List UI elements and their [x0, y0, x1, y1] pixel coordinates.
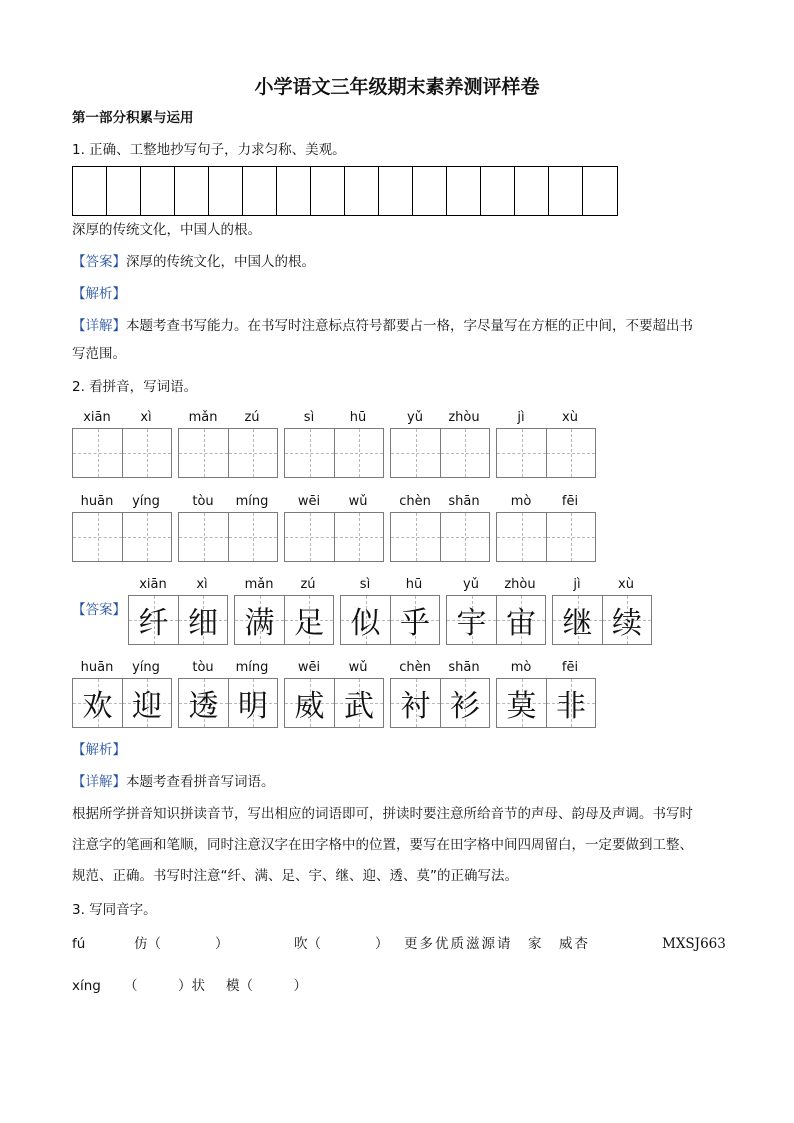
pinyin-label: xiān	[139, 577, 167, 592]
tianzige-cell	[129, 596, 178, 644]
pinyin-label: wēi	[297, 494, 321, 509]
q2-detail	[72, 772, 275, 792]
pinyin-label: zhòu	[504, 577, 536, 592]
tianzige-cell[interactable]	[334, 513, 383, 561]
tianzige-cell	[553, 596, 602, 644]
copy-box[interactable]	[243, 167, 277, 215]
q1-detail-cont: 写范围。	[72, 346, 126, 362]
pinyin-label: huān	[80, 660, 114, 675]
answer-character: 继	[562, 606, 593, 641]
tianzige-cell	[447, 596, 496, 644]
tianzige-cell	[546, 679, 595, 727]
answer-word-grid	[234, 595, 334, 645]
pinyin-label: xiān	[83, 410, 111, 425]
tianzige-word-grid[interactable]	[496, 512, 596, 562]
tianzige-word-grid[interactable]	[496, 428, 596, 478]
pinyin-label: mǎn	[188, 410, 218, 425]
q1-prompt: 1. 正确、工整地抄写句子，力求匀称、美观。	[72, 142, 346, 158]
q3-row1-blank-a: 仿（ ）	[134, 936, 229, 952]
copy-box[interactable]	[481, 167, 515, 215]
q1-answer	[72, 252, 315, 272]
copy-box[interactable]	[583, 167, 617, 215]
pinyin-label: fēi	[561, 494, 579, 509]
tianzige-cell	[285, 679, 334, 727]
answer-character: 似	[350, 606, 381, 641]
tianzige-cell	[228, 679, 277, 727]
answer-character: 续	[612, 606, 642, 641]
copy-box[interactable]	[345, 167, 379, 215]
answer-character: 乎	[400, 606, 430, 641]
q1-sentence: 深厚的传统文化，中国人的根。	[72, 222, 261, 238]
q2-answer-label: 【答案】	[72, 602, 126, 618]
detail-label: 【详解】	[72, 774, 126, 790]
copy-box[interactable]	[413, 167, 447, 215]
pinyin-label: shān	[448, 494, 480, 509]
tianzige-word-grid[interactable]	[284, 512, 384, 562]
copy-grid	[72, 166, 618, 216]
answer-character: 透	[188, 689, 219, 724]
pinyin-label: shān	[448, 660, 480, 675]
answer-word-grid	[446, 595, 546, 645]
copy-box[interactable]	[277, 167, 311, 215]
answer-word-grid	[284, 678, 384, 728]
pinyin-label: wǔ	[348, 494, 368, 509]
q1-analysis-label: 【解析】	[72, 286, 126, 302]
pinyin-label: fēi	[561, 660, 579, 675]
tianzige-cell	[178, 596, 227, 644]
tianzige-word-grid[interactable]	[72, 512, 172, 562]
tianzige-word-grid[interactable]	[178, 512, 278, 562]
copy-box[interactable]	[379, 167, 413, 215]
tianzige-cell[interactable]	[285, 429, 334, 477]
q2-prompt: 2. 看拼音，写词语。	[72, 379, 198, 395]
pinyin-label: zú	[300, 577, 316, 592]
tianzige-word-grid[interactable]	[390, 428, 490, 478]
pinyin-label: xù	[562, 410, 578, 425]
pinyin-label: mò	[510, 494, 532, 509]
q1-detail	[72, 316, 693, 336]
pinyin-label: hū	[349, 410, 367, 425]
answer-character: 莫	[506, 689, 537, 724]
copy-box[interactable]	[73, 167, 107, 215]
answer-character: 宙	[506, 606, 536, 641]
tianzige-word-grid[interactable]	[178, 428, 278, 478]
pinyin-label: sì	[359, 577, 371, 592]
watermark-code: MXSJ663	[662, 936, 726, 952]
detail-text: 本题考查看拼音写词语。	[126, 774, 275, 790]
pinyin-label: mǎn	[244, 577, 274, 592]
tianzige-cell[interactable]	[73, 513, 122, 561]
tianzige-cell	[235, 596, 284, 644]
tianzige-cell[interactable]	[334, 429, 383, 477]
tianzige-cell[interactable]	[228, 429, 277, 477]
tianzige-cell[interactable]	[497, 513, 546, 561]
answer-character: 细	[188, 606, 218, 641]
answer-character: 衬	[400, 689, 431, 724]
tianzige-cell	[73, 679, 122, 727]
copy-box[interactable]	[175, 167, 209, 215]
answer-word-grid	[552, 595, 652, 645]
tianzige-cell[interactable]	[497, 429, 546, 477]
pinyin-label: jì	[573, 577, 581, 592]
answer-character: 纤	[138, 606, 169, 641]
copy-box[interactable]	[515, 167, 549, 215]
answer-character: 衫	[450, 689, 480, 724]
pinyin-label: zú	[244, 410, 260, 425]
answer-character: 足	[294, 606, 324, 641]
q3-row1-pinyin: fú	[72, 936, 86, 952]
pinyin-label: xù	[618, 577, 634, 592]
pinyin-label: tòu	[192, 660, 214, 675]
pinyin-label: yǔ	[407, 410, 423, 425]
q2-analysis-label: 【解析】	[72, 742, 126, 758]
tianzige-cell	[602, 596, 651, 644]
watermark-ad: 更多优质滋源请 家 威杏	[404, 936, 590, 952]
tianzige-cell[interactable]	[228, 513, 277, 561]
tianzige-cell[interactable]	[440, 513, 489, 561]
pinyin-label: jì	[517, 410, 525, 425]
answer-word-grid	[496, 678, 596, 728]
pinyin-label: xì	[140, 410, 152, 425]
tianzige-word-grid[interactable]	[72, 428, 172, 478]
pinyin-label: wēi	[297, 660, 321, 675]
tianzige-cell[interactable]	[546, 429, 595, 477]
pinyin-label: chèn	[399, 660, 431, 675]
pinyin-label: xì	[196, 577, 208, 592]
copy-box[interactable]	[141, 167, 175, 215]
answer-character: 威	[294, 689, 325, 724]
tianzige-cell[interactable]	[122, 429, 171, 477]
answer-character: 非	[556, 689, 586, 724]
answer-text: 深厚的传统文化，中国人的根。	[126, 254, 315, 270]
copy-box[interactable]	[107, 167, 141, 215]
copy-box[interactable]	[447, 167, 481, 215]
answer-character: 武	[344, 689, 374, 724]
answer-word-grid	[178, 678, 278, 728]
copy-box[interactable]	[549, 167, 583, 215]
pinyin-label: zhòu	[448, 410, 480, 425]
tianzige-word-grid[interactable]	[390, 512, 490, 562]
pinyin-label: yíng	[132, 660, 160, 675]
tianzige-word-grid[interactable]	[284, 428, 384, 478]
answer-character: 明	[238, 689, 268, 724]
detail-text: 本题考查书写能力。在书写时注意标点符号都要占一格，字尽量写在方框的正中间，不要超出书	[126, 318, 693, 334]
pinyin-label: míng	[235, 660, 269, 675]
pinyin-label: míng	[235, 494, 269, 509]
tianzige-cell[interactable]	[391, 429, 440, 477]
pinyin-label: yǔ	[463, 577, 479, 592]
pinyin-label: wǔ	[348, 660, 368, 675]
q2-explanation-2: 注意字的笔画和笔顺，同时注意汉字在田字格中的位置，要写在田字格中间四周留白，一定要做到工整、	[72, 837, 693, 853]
tianzige-cell[interactable]	[546, 513, 595, 561]
answer-character: 欢	[82, 689, 113, 724]
answer-character: 宇	[456, 606, 487, 641]
tianzige-cell[interactable]	[179, 429, 228, 477]
pinyin-label: chèn	[399, 494, 431, 509]
pinyin-label: huān	[80, 494, 114, 509]
tianzige-cell	[391, 679, 440, 727]
tianzige-cell	[440, 679, 489, 727]
q2-explanation-3: 规范、正确。书写时注意“纤、满、足、宇、继、迎、透、莫”的正确写法。	[72, 868, 518, 884]
answer-character: 迎	[132, 689, 162, 724]
answer-word-grid	[72, 678, 172, 728]
pinyin-label: hū	[405, 577, 423, 592]
tianzige-cell	[390, 596, 439, 644]
answer-word-grid	[390, 678, 490, 728]
part-heading: 第一部分积累与运用	[72, 110, 194, 126]
pinyin-label: mò	[510, 660, 532, 675]
page-title: 小学语文三年级期末素养测评样卷	[254, 76, 540, 98]
tianzige-cell[interactable]	[122, 513, 171, 561]
tianzige-cell	[496, 596, 545, 644]
pinyin-label: yíng	[132, 494, 160, 509]
copy-box[interactable]	[311, 167, 345, 215]
q3-row2-blank-b: 模（ ）	[226, 978, 307, 994]
tianzige-cell	[122, 679, 171, 727]
tianzige-cell	[179, 679, 228, 727]
answer-character: 满	[244, 606, 275, 641]
pinyin-label: tòu	[192, 494, 214, 509]
tianzige-cell[interactable]	[285, 513, 334, 561]
q3-row2-blank-a: （ ）状	[124, 978, 205, 994]
tianzige-cell	[284, 596, 333, 644]
tianzige-cell[interactable]	[440, 429, 489, 477]
q2-explanation-1: 根据所学拼音知识拼读音节，写出相应的词语即可，拼读时要注意所给音节的声母、韵母及声调。书写时	[72, 806, 693, 822]
tianzige-cell	[341, 596, 390, 644]
copy-box[interactable]	[209, 167, 243, 215]
tianzige-cell[interactable]	[391, 513, 440, 561]
answer-word-grid	[128, 595, 228, 645]
tianzige-cell[interactable]	[73, 429, 122, 477]
tianzige-cell	[497, 679, 546, 727]
answer-label: 【答案】	[72, 254, 126, 270]
pinyin-label: sì	[303, 410, 315, 425]
q3-row2-pinyin: xíng	[72, 978, 101, 994]
detail-label: 【详解】	[72, 318, 126, 334]
tianzige-cell[interactable]	[179, 513, 228, 561]
q3-row1-blank-b: 吹（ ）	[294, 936, 389, 952]
q3-prompt: 3. 写同音字。	[72, 902, 157, 918]
tianzige-cell	[334, 679, 383, 727]
answer-word-grid	[340, 595, 440, 645]
